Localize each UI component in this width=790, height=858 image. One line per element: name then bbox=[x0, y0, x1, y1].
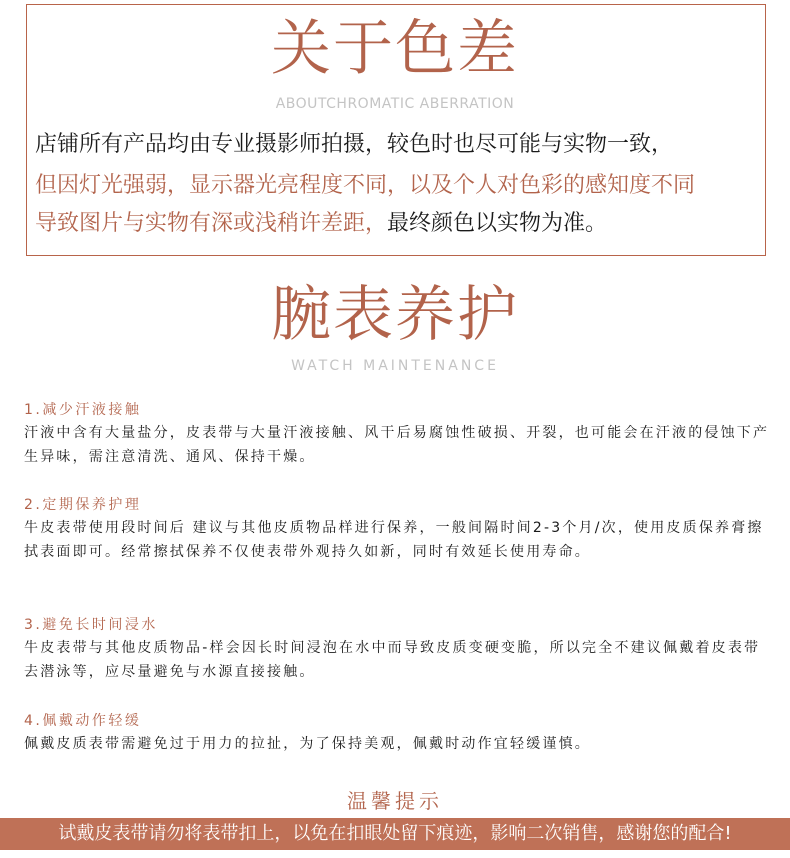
color-note-line-3 bbox=[35, 209, 607, 239]
care-title: 腕表养护 bbox=[271, 280, 519, 350]
care-item-3-heading: 3.避免长时间浸水 bbox=[24, 617, 158, 633]
care-item-4-heading: 4.佩戴动作轻缓 bbox=[24, 713, 142, 729]
care-item-1-heading: 1.减少汗液接触 bbox=[24, 402, 142, 418]
color-note-line-1-text: 店铺所有产品均由专业摄影师拍摄，较色时也尽可能与实物一致， bbox=[35, 132, 674, 157]
care-item-3-text: 牛皮表带与其他皮质物品-样会因长时间浸泡在水中而导致皮质变硬变脆，所以完全不建议佩戴着皮表带去潜泳等，应尽量避免与水源直接接触。 bbox=[24, 640, 761, 680]
color-note-line-2 bbox=[35, 171, 695, 201]
color-difference-title: 关于色差 bbox=[271, 14, 519, 84]
color-note-line-3-plain: 最终颜色以实物为准。 bbox=[387, 211, 608, 236]
tip-banner: 试戴皮表带请勿将表带扣上，以免在扣眼处留下痕迹，影响二次销售，感谢您的配合! bbox=[0, 818, 790, 850]
color-note-line-2-text: 但因灯光强弱，显示器光亮程度不同，以及个人对色彩的感知度不同 bbox=[35, 173, 696, 198]
color-note-line-3-accent: 导致图片与实物有深或浅稍许差距， bbox=[35, 211, 388, 236]
color-note-line-1 bbox=[35, 130, 673, 160]
care-item-2-heading: 2.定期保养护理 bbox=[24, 497, 142, 513]
color-difference-subtitle: ABOUTCHROMATIC ABERRATION bbox=[275, 96, 515, 112]
care-item-1-text: 汗液中含有大量盐分，皮表带与大量汗液接触、风干后易腐蚀性破损、开裂，也可能会在汗液的侵蚀下产生异味，需注意清洗、通风、保持干燥。 bbox=[24, 425, 770, 465]
care-item-4-text: 佩戴皮质表带需避免过于用力的拉扯，为了保持美观，佩戴时动作宜轻缓谨慎。 bbox=[24, 736, 591, 752]
care-item-2-text: 牛皮表带使用段时间后 建议与其他皮质物品样进行保养，一般间隔时间2-3个月/次，使用皮质保养膏擦拭表面即可。经常擦拭保养不仅使表带外观持久如新，同时有效延长使用寿命。 bbox=[24, 520, 764, 560]
tip-title: 温馨提示 bbox=[347, 789, 443, 813]
care-subtitle: WATCH MAINTENANCE bbox=[291, 358, 499, 374]
